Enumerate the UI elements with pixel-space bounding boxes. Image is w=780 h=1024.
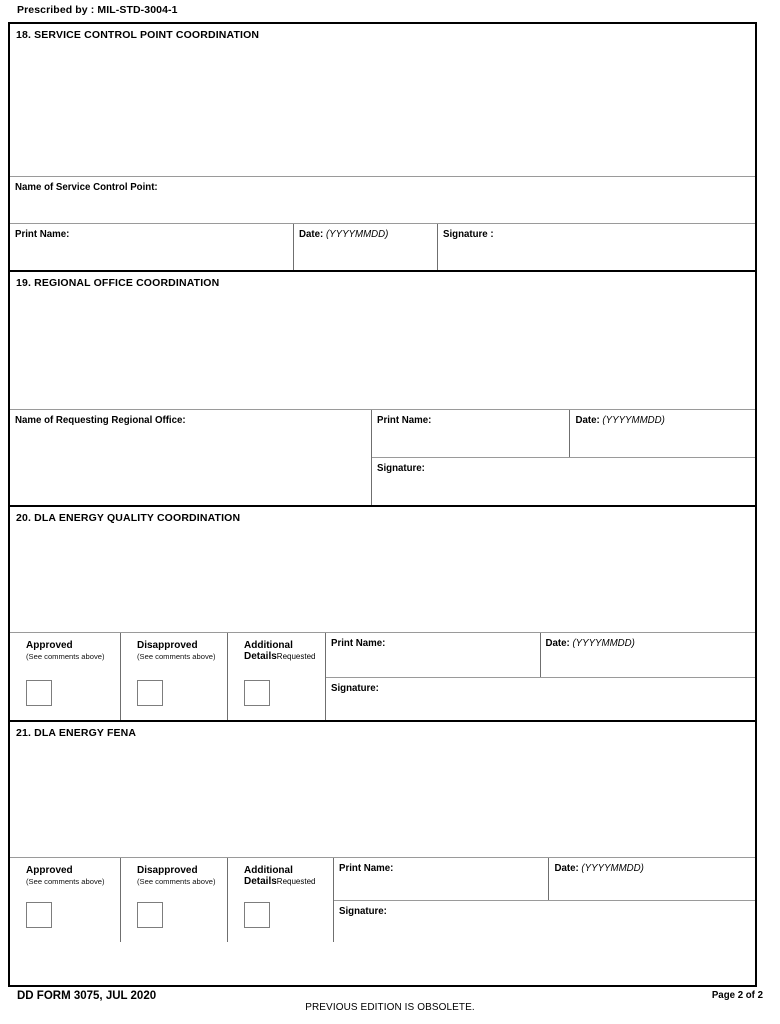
section-20-signature-field[interactable]	[326, 677, 755, 721]
section-21-print-name-field[interactable]	[334, 858, 548, 900]
section-20-additional-sublabel: Requested	[276, 652, 316, 661]
form-border-container	[8, 22, 757, 987]
section-20-additional-checkbox[interactable]	[244, 680, 270, 706]
section-20-approved-cell[interactable]	[10, 633, 120, 720]
section-19-detail-row	[10, 409, 755, 505]
section-21-date-label	[549, 858, 755, 874]
section-20-additional-label: Additional	[244, 640, 293, 651]
section-20-additional-label2: Details	[244, 651, 277, 662]
section-20	[10, 505, 755, 720]
section-20-print-name-label: Print Name:	[331, 638, 386, 649]
section-21-date-text: Date:	[554, 863, 579, 874]
section-18-signature-field[interactable]	[437, 224, 755, 270]
section-18-date-text: Date:	[299, 229, 324, 240]
section-20-comment-area[interactable]	[10, 507, 755, 632]
previous-edition-notice: PREVIOUS EDITION IS OBSOLETE.	[305, 1002, 475, 1013]
section-20-approved-checkbox[interactable]	[26, 680, 52, 706]
section-21-signature-label: Signature:	[339, 906, 387, 917]
section-21-additional-sublabel: Requested	[276, 877, 316, 886]
section-19	[10, 270, 755, 505]
section-19-date-format: (YYYYMMDD)	[602, 415, 665, 426]
section-20-date-label	[541, 633, 756, 649]
section-21-disapproved-label: Disapproved	[137, 865, 198, 876]
section-19-signature-field[interactable]	[372, 457, 755, 505]
section-19-print-name-label: Print Name:	[377, 415, 432, 426]
section-21-disapproved-checkbox[interactable]	[137, 902, 163, 928]
section-19-regional-office-label: Name of Requesting Regional Office:	[15, 415, 186, 426]
section-18-date-field[interactable]	[293, 224, 437, 270]
page-number: Page 2 of 2	[711, 990, 763, 1001]
section-21-print-date-row	[334, 858, 755, 900]
section-21-decision-row	[10, 857, 755, 942]
form-identifier: DD FORM 3075, JUL 2020	[17, 990, 157, 1002]
section-20-date-format: (YYYYMMDD)	[572, 638, 635, 649]
section-21-signature-field[interactable]	[334, 900, 755, 943]
section-18-print-name-label: Print Name:	[15, 229, 70, 240]
section-19-regional-office-field[interactable]	[10, 410, 371, 505]
section-19-print-date-row	[372, 410, 755, 457]
section-21-additional-details-cell[interactable]	[227, 858, 333, 942]
section-18	[10, 24, 755, 270]
page-footer	[0, 990, 780, 1024]
section-21-disapproved-cell[interactable]	[120, 858, 227, 942]
section-18-signature-label: Signature :	[443, 229, 494, 240]
section-20-date-text: Date:	[545, 638, 570, 649]
section-20-disapproved-checkbox[interactable]	[137, 680, 163, 706]
section-20-additional-details-cell[interactable]	[227, 633, 325, 720]
section-19-signature-label: Signature:	[377, 463, 425, 474]
section-18-date-format: (YYYYMMDD)	[325, 229, 389, 240]
prescribed-by-text: Prescribed by : MIL-STD-3004-1	[17, 4, 178, 16]
section-21-approved-sublabel: (See comments above)	[26, 877, 105, 886]
section-19-title: 19. REGIONAL OFFICE COORDINATION	[16, 277, 220, 289]
section-18-title: 18. SERVICE CONTROL POINT COORDINATION	[16, 29, 260, 41]
section-20-print-name-field[interactable]	[326, 633, 540, 677]
section-18-comment-area[interactable]	[10, 24, 755, 176]
section-21-approved-cell[interactable]	[10, 858, 120, 942]
section-21	[10, 720, 755, 942]
section-20-right-stack	[325, 633, 755, 720]
section-19-comment-area[interactable]	[10, 272, 755, 409]
section-18-name-label: Name of Service Control Point:	[15, 182, 158, 193]
section-21-additional-label2: Details	[244, 876, 277, 887]
section-18-signature-row	[10, 223, 755, 270]
section-21-right-stack	[333, 858, 755, 942]
section-21-date-field[interactable]	[548, 858, 755, 900]
section-21-additional-checkbox[interactable]	[244, 902, 270, 928]
section-19-print-name-field[interactable]	[372, 410, 569, 457]
section-20-title: 20. DLA ENERGY QUALITY COORDINATION	[16, 512, 241, 524]
section-21-additional-label2-row	[228, 876, 333, 887]
section-21-disapproved-sublabel: (See comments above)	[137, 877, 216, 886]
section-20-date-field[interactable]	[540, 633, 756, 677]
section-20-disapproved-sublabel: (See comments above)	[137, 652, 216, 661]
section-21-comment-area[interactable]	[10, 722, 755, 857]
section-19-date-field[interactable]	[569, 410, 755, 457]
section-19-date-text: Date:	[575, 415, 600, 426]
section-21-approved-label: Approved	[26, 865, 73, 876]
section-18-date-label	[294, 224, 437, 240]
section-21-date-format: (YYYYMMDD)	[581, 863, 644, 874]
section-20-print-date-row	[326, 633, 755, 677]
section-20-additional-label2-row	[228, 651, 325, 662]
section-20-decision-row	[10, 632, 755, 720]
section-20-disapproved-label: Disapproved	[137, 640, 198, 651]
section-19-right-stack	[371, 410, 755, 505]
section-21-print-name-label: Print Name:	[339, 863, 394, 874]
section-18-print-name-field[interactable]	[10, 224, 293, 270]
section-21-approved-checkbox[interactable]	[26, 902, 52, 928]
section-20-disapproved-cell[interactable]	[120, 633, 227, 720]
section-20-signature-label: Signature:	[331, 683, 379, 694]
section-19-date-label	[570, 410, 755, 426]
section-21-title: 21. DLA ENERGY FENA	[16, 727, 137, 739]
section-21-additional-label: Additional	[244, 865, 293, 876]
section-20-approved-sublabel: (See comments above)	[26, 652, 105, 661]
section-18-name-field[interactable]	[10, 176, 755, 223]
section-20-approved-label: Approved	[26, 640, 73, 651]
